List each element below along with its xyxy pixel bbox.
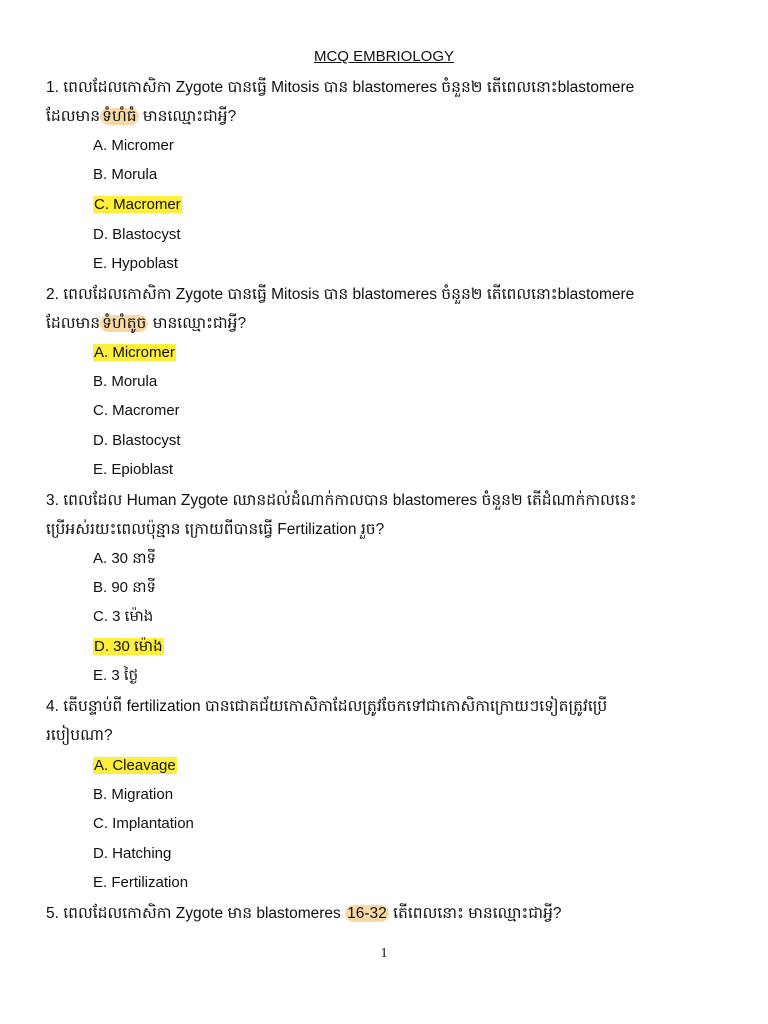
q4-option-a (93, 756, 177, 776)
question-1-line-1: 1. ពេលដែលកោសិកា Zygote បានធ្វើ Mitosis បាន blastomeres ចំនួន២ តើពេលនោះblastomere (46, 79, 635, 96)
q4-option-d: D. Hatching (93, 845, 172, 862)
question-5-line-1 (46, 899, 726, 928)
question-1-text-end: មានឈ្មោះជាអ្វី? (138, 108, 237, 125)
document-title: MCQ EMBRIOLOGY (313, 48, 455, 65)
question-1-text: ដែលមាន (46, 108, 101, 125)
question-1-line-2 (46, 102, 726, 131)
correct-answer-highlight: A. Cleavage (94, 757, 176, 774)
question-2-text: ដែលមាន (46, 315, 101, 332)
q1-option-c (93, 195, 182, 215)
question-4 (46, 692, 726, 750)
pen-mark: ទំហំធំ (102, 108, 137, 125)
q2-option-c: C. Macromer (93, 402, 180, 419)
q2-option-d: D. Blastocyst (93, 432, 181, 449)
q4-option-c: C. Implantation (93, 815, 194, 832)
question-2-text-end: មានឈ្មោះជាអ្វី? (148, 315, 247, 332)
q2-option-b: B. Morula (93, 373, 158, 390)
question-1 (46, 73, 726, 131)
q3-option-b: B. 90 នាទី (93, 579, 156, 596)
q3-option-c: C. 3 ម៉ោង (93, 608, 154, 625)
q1-option-e: E. Hypoblast (93, 255, 179, 272)
question-2 (46, 280, 726, 338)
question-3-line-1: 3. ពេលដែល Human Zygote ឈានដល់ដំណាក់កាលបាន blastomeres ចំនួន២ តើដំណាក់កាលនេះ (46, 492, 637, 509)
q3-option-e: E. 3 ថ្ងៃ (93, 667, 139, 684)
question-4-line-2: របៀបណា? (46, 727, 113, 744)
correct-answer-highlight: C. Macromer (94, 196, 181, 213)
pen-mark: ទំហំតូច (102, 315, 147, 332)
question-4-line-1: 4. តើបន្ទាប់ពី fertilization បានជោគជ័យកោសិកាដែលត្រូវចែកទៅជាកោសិកាក្រោយៗទៀតត្រូវប្រើ (46, 698, 608, 715)
page-number: 1 (380, 946, 388, 961)
correct-answer-highlight: A. Micromer (94, 344, 175, 361)
q1-option-a: A. Micromer (93, 137, 174, 154)
question-2-line-1: 2. ពេលដែលកោសិកា Zygote បានធ្វើ Mitosis បាន blastomeres ចំនួន២ តើពេលនោះblastomere (46, 286, 635, 303)
question-5-text-end: តើពេលនោះ មានឈ្មោះជាអ្វី? (388, 905, 562, 922)
correct-answer-highlight: D. 30 ម៉ោង (94, 638, 163, 655)
question-5 (46, 899, 726, 928)
q3-option-d (93, 637, 164, 657)
q1-option-b: B. Morula (93, 166, 158, 183)
q2-option-e: E. Epioblast (93, 461, 174, 478)
question-3-line-2: ប្រើអស់រយះពេលប៉ុន្មាន ក្រោយពីបានធ្វើ Fertilization រួច? (46, 521, 385, 538)
question-3 (46, 486, 726, 544)
question-5-text: 5. ពេលដែលកោសិកា Zygote មាន blastomeres (46, 905, 346, 922)
q4-option-e: E. Fertilization (93, 874, 189, 891)
q3-option-a: A. 30 នាទី (93, 550, 156, 567)
q1-option-d: D. Blastocyst (93, 226, 181, 243)
q2-option-a (93, 343, 176, 363)
pen-mark: 16-32 (347, 905, 387, 922)
question-2-line-2 (46, 309, 726, 338)
q4-option-b: B. Migration (93, 786, 174, 803)
